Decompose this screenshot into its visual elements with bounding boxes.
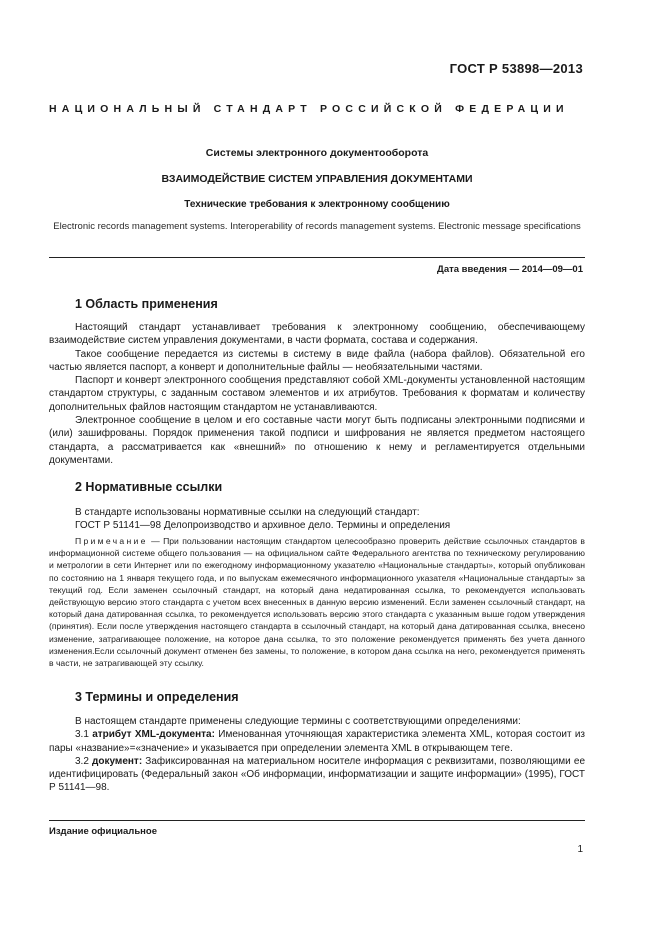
note-text: — При пользовании настоящим стандартом целесообразно проверить действие ссылочных стандартов в информационной системе общего пользования — на официальном сайте Федерального агентства по техническому регулированию и метрологии в сети Интернет или по ежегодному информационному указателю «Национальные стандарты», который опубликован по состоянию на 1 января текущего года, и по выпускам ежемесячного информационного указателя «Национальные стандарты» за текущий год. Если заменен ссылочный стандарт, на который дана недатированная ссылка, то рекомендуется использовать действующую версию этого стандарта с учетом всех внесенных в данную версию изменений. Если заменен ссылочный стандарт, на который дана датированная ссылка, то рекомендуется использовать версию этого стандарта с указанным выше годом утверждения (принятия). Если после утверждения настоящего стандарта в ссылочный стандарт, на который дана датированная ссылка, внесено изменение, затрагивающее положение, на которое дана ссылка, то это положение рекомендуется применять без учета данного изменения.Если ссылочный документ отменен без замены, то положение, в котором дана ссылка на него, рекомендуется применять в части, не затрагивающей эту ссылку. — [49, 536, 585, 669]
document-main-title: ВЗАИМОДЕЙСТВИЕ СИСТЕМ УПРАВЛЕНИЯ ДОКУМЕНТАМИ — [161, 173, 473, 185]
national-standard-banner: НАЦИОНАЛЬНЫЙ СТАНДАРТ РОССИЙСКОЙ ФЕДЕРАЦИИ — [49, 103, 569, 115]
section-heading-terms: 3 Термины и определения — [75, 690, 239, 704]
section-body-terms — [49, 715, 585, 795]
term-definition — [49, 728, 585, 755]
note-block — [49, 535, 585, 669]
official-edition-label: Издание официальное — [49, 826, 157, 837]
term-text: Зафиксированная на материальном носителе информация с реквизитами, позволяющими ее идентифицировать (Федеральный закон «Об информации, информатизации и защите информации» (1995), ГОСТ Р 51141—98. — [49, 755, 586, 794]
term-definition — [49, 755, 585, 795]
note-label: Примечание — [75, 536, 148, 546]
section-body-scope — [49, 321, 585, 467]
reference-item: ГОСТ Р 51141—98 Делопроизводство и архивное дело. Термины и определения — [75, 520, 451, 532]
header-divider — [49, 257, 585, 258]
paragraph: Электронное сообщение в целом и его составные части могут быть подписаны электронными подписями и (или) зашифрованы. Порядок применения такой подписи и шифрования не является предметом настоящего стандарта, а рассматривается как «внешний» по отношению к нему и регламентируется отдельными документами. — [49, 415, 585, 466]
paragraph: Такое сообщение передается из системы в систему в виде файла (набора файлов). Обязательной его частью является паспорт, а конверт и дополнительные файлы — необязательными частями. — [49, 348, 585, 373]
footer-divider — [49, 820, 585, 821]
standard-number: ГОСТ Р 53898—2013 — [449, 61, 583, 76]
section-heading-scope: 1 Область применения — [75, 297, 218, 311]
term-text: Именованная уточняющая характеристика элемента XML, которая состоит из пары «название»=«значение» и указывается при определении элемента XML в открывающем теге. — [49, 729, 586, 754]
document-subtitle: Технические требования к электронному сообщению — [184, 199, 450, 210]
term-name: атрибут XML-документа: — [92, 729, 215, 741]
introduction-date: Дата введения — 2014—09—01 — [437, 264, 583, 275]
english-title: Electronic records management systems. Interoperability of records management systems. Electronic message specifications — [53, 221, 581, 232]
term-number: 3.1 — [75, 729, 89, 741]
page-number: 1 — [577, 844, 583, 855]
term-number: 3.2 — [75, 755, 89, 767]
paragraph: В настоящем стандарте применены следующие термины с соответствующими определениями: — [75, 716, 521, 727]
section-heading-references: 2 Нормативные ссылки — [75, 480, 223, 494]
document-series-title: Системы электронного документооборота — [205, 147, 429, 159]
section-body-references — [49, 506, 585, 533]
paragraph: В стандарте использованы нормативные ссылки на следующий стандарт: — [75, 507, 420, 518]
paragraph: Паспорт и конверт электронного сообщения представляют собой XML-документы установленной настоящим стандартом структуры, с заданным составом элементов и их атрибутов. Требования к форматам и количеству дополнительных файлов настоящим стандартом не устанавливаются. — [49, 375, 585, 413]
term-name: документ: — [92, 755, 143, 767]
paragraph: Настоящий стандарт устанавливает требования к электронному сообщению, обеспечивающему взаимодействие систем управления документами, в части формата, состава и содержания. — [49, 322, 585, 347]
